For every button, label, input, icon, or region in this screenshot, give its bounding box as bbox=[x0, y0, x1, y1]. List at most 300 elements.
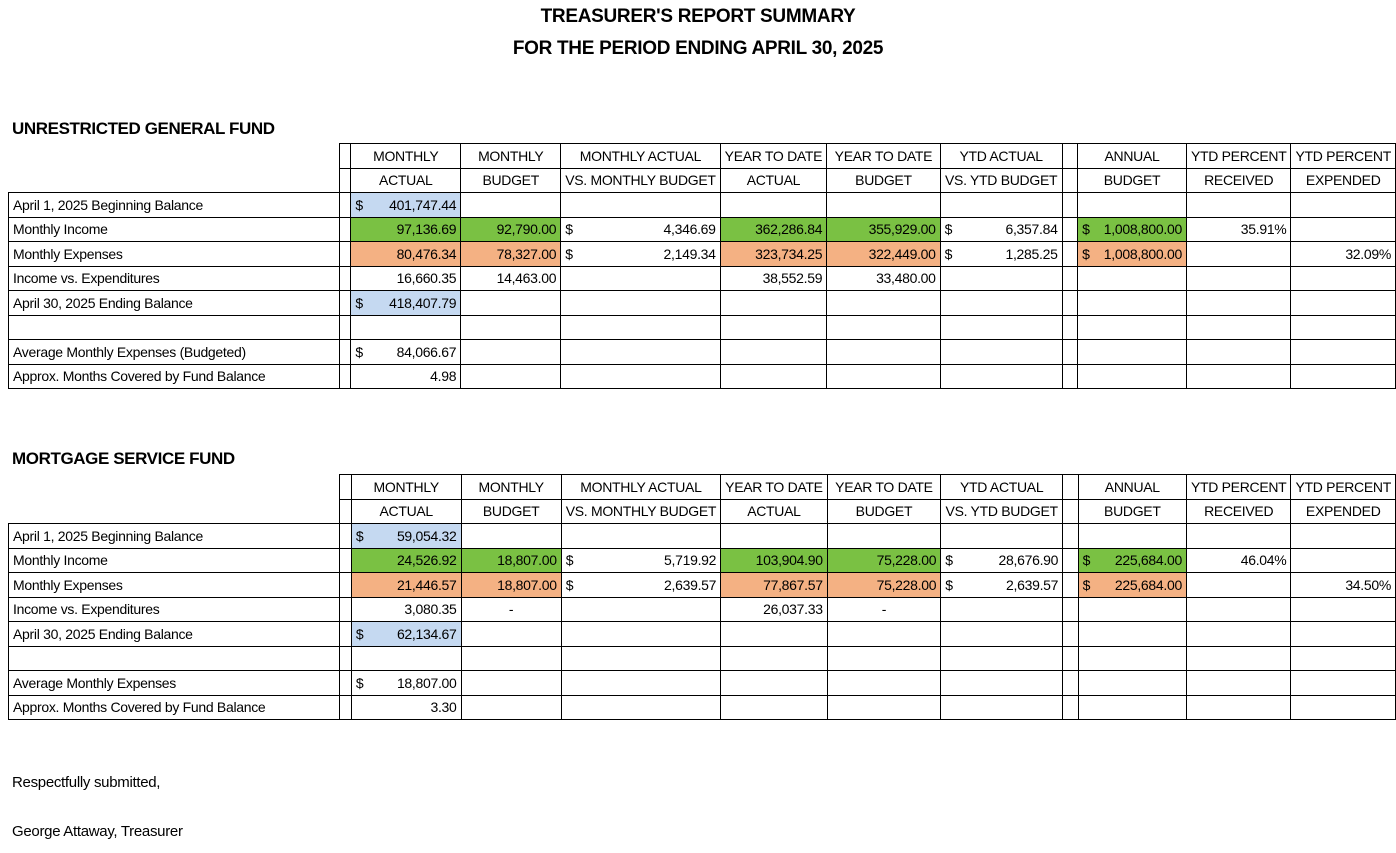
ytd-actual bbox=[721, 548, 828, 573]
annual-budget-content bbox=[1083, 577, 1182, 593]
empty-cell bbox=[827, 364, 940, 389]
empty-cell bbox=[351, 646, 461, 671]
monthly-budget bbox=[461, 548, 561, 573]
header-row bbox=[9, 475, 1396, 500]
ytd-actual-value: 323,734.25 bbox=[755, 245, 823, 262]
spacer-cell bbox=[340, 671, 352, 696]
empty-cell bbox=[940, 364, 1062, 389]
monthly-budget bbox=[461, 573, 561, 598]
empty-cell bbox=[1063, 671, 1079, 696]
empty-cell bbox=[1078, 695, 1186, 720]
empty-cell bbox=[940, 315, 1062, 340]
row-net bbox=[9, 597, 1396, 622]
row-label: Monthly Expenses bbox=[9, 573, 340, 598]
currency-symbol: $ bbox=[945, 552, 953, 569]
currency-symbol: $ bbox=[565, 576, 574, 593]
currency-symbol: $ bbox=[1082, 245, 1090, 262]
row-label: Monthly Expenses bbox=[9, 242, 340, 267]
empty-cell bbox=[561, 291, 720, 316]
monthly-actual bbox=[351, 695, 461, 720]
fund-table bbox=[8, 143, 1396, 389]
empty-cell bbox=[1186, 315, 1291, 340]
monthly-actual-value: 80,476.34 bbox=[396, 245, 457, 262]
empty-cell bbox=[1062, 266, 1077, 291]
ytd-percent-expended bbox=[1291, 217, 1396, 242]
spacer-cell bbox=[339, 291, 351, 316]
monthly-budget bbox=[461, 242, 561, 267]
header-gap bbox=[1063, 499, 1079, 524]
monthly-actual bbox=[351, 622, 461, 647]
ytd-actual-value: 26,037.33 bbox=[763, 601, 823, 618]
empty-cell bbox=[1186, 695, 1291, 720]
monthly-actual bbox=[351, 193, 461, 218]
signature-text: George Attaway, Treasurer bbox=[12, 823, 183, 840]
header-spacer bbox=[340, 499, 352, 524]
column-header: ACTUAL bbox=[351, 499, 461, 524]
empty-cell bbox=[1291, 315, 1396, 340]
monthly-actual-content bbox=[356, 528, 457, 544]
monthly-vs-budget-value: 2,149.34 bbox=[663, 245, 716, 262]
annual-budget-content bbox=[1082, 221, 1182, 237]
row-income bbox=[9, 548, 1396, 573]
header-spacer bbox=[340, 475, 352, 500]
ytd-vs-budget bbox=[941, 548, 1063, 573]
monthly-actual bbox=[351, 217, 461, 242]
row-expenses bbox=[9, 242, 1396, 267]
annual-budget-content bbox=[1083, 552, 1182, 568]
ytd-actual-value: 362,286.84 bbox=[755, 221, 823, 238]
currency-symbol: $ bbox=[944, 245, 953, 262]
column-header: BUDGET bbox=[1078, 168, 1187, 193]
empty-cell bbox=[561, 646, 720, 671]
monthly-actual-value: 21,446.57 bbox=[396, 576, 457, 593]
ytd-percent-received bbox=[1186, 573, 1291, 598]
column-header: YTD PERCENT bbox=[1186, 475, 1291, 500]
column-header: RECEIVED bbox=[1186, 168, 1291, 193]
row-avg bbox=[9, 340, 1396, 365]
empty-cell bbox=[1078, 646, 1186, 671]
row-label bbox=[9, 315, 340, 340]
ytd-budget-value: 33,480.00 bbox=[876, 270, 936, 287]
empty-cell bbox=[1186, 671, 1291, 696]
ytd-percent-expended bbox=[1291, 548, 1396, 573]
monthly-actual-value: 62,134.67 bbox=[396, 625, 457, 642]
header-blank bbox=[9, 499, 340, 524]
ytd-actual-value: 38,552.59 bbox=[762, 270, 823, 287]
empty-cell bbox=[561, 266, 720, 291]
column-header: MONTHLY bbox=[461, 475, 561, 500]
currency-symbol: $ bbox=[1082, 552, 1091, 569]
empty-cell bbox=[1291, 671, 1396, 696]
spacer-cell bbox=[340, 695, 352, 720]
empty-cell bbox=[827, 671, 941, 696]
empty-cell bbox=[1078, 315, 1187, 340]
column-header: ACTUAL bbox=[721, 499, 828, 524]
spacer-row bbox=[9, 315, 1396, 340]
ytd-actual-value: 103,904.90 bbox=[755, 552, 823, 569]
ytd-vs-budget-content bbox=[945, 552, 1058, 568]
row-beginning bbox=[9, 193, 1396, 218]
empty-cell bbox=[827, 524, 941, 549]
empty-cell bbox=[1291, 266, 1396, 291]
empty-cell bbox=[1063, 597, 1079, 622]
ytd-vs-budget-value: 6,357.84 bbox=[1005, 221, 1058, 238]
empty-cell bbox=[1291, 364, 1396, 389]
column-header: VS. MONTHLY BUDGET bbox=[561, 499, 720, 524]
ytd-actual bbox=[720, 242, 827, 267]
column-header: BUDGET bbox=[1078, 499, 1186, 524]
empty-cell bbox=[827, 315, 940, 340]
currency-symbol: $ bbox=[565, 221, 573, 238]
column-header: VS. YTD BUDGET bbox=[941, 499, 1063, 524]
empty-cell bbox=[827, 340, 940, 365]
column-header: MONTHLY bbox=[351, 144, 461, 169]
empty-cell bbox=[561, 597, 720, 622]
empty-cell bbox=[721, 695, 828, 720]
row-label: Average Monthly Expenses bbox=[9, 671, 340, 696]
row-label: Monthly Income bbox=[9, 548, 340, 573]
empty-cell bbox=[1062, 291, 1077, 316]
empty-cell bbox=[1291, 622, 1396, 647]
empty-cell bbox=[1186, 291, 1291, 316]
empty-cell bbox=[461, 291, 561, 316]
row-label: Approx. Months Covered by Fund Balance bbox=[9, 695, 340, 720]
column-header: MONTHLY bbox=[461, 144, 561, 169]
empty-cell bbox=[1186, 364, 1291, 389]
column-header: MONTHLY ACTUAL bbox=[561, 475, 720, 500]
currency-symbol: $ bbox=[1082, 576, 1091, 593]
empty-cell bbox=[1062, 364, 1077, 389]
monthly-budget-value: 92,790.00 bbox=[496, 221, 557, 238]
monthly-actual-value: 3.30 bbox=[430, 699, 457, 716]
monthly-budget bbox=[461, 266, 561, 291]
annual-budget-value: 225,684.00 bbox=[1114, 576, 1182, 593]
ytd-vs-budget-content bbox=[945, 221, 1058, 237]
empty-cell bbox=[1078, 364, 1187, 389]
monthly-actual-value: 418,407.79 bbox=[389, 294, 457, 311]
column-header: YEAR TO DATE bbox=[721, 475, 828, 500]
row-label: Approx. Months Covered by Fund Balance bbox=[9, 364, 340, 389]
gap-cell bbox=[1063, 573, 1079, 598]
ytd-budget bbox=[827, 217, 940, 242]
spacer-cell bbox=[339, 242, 351, 267]
ytd-vs-budget bbox=[940, 217, 1062, 242]
monthly-budget-value: 18,807.00 bbox=[497, 552, 557, 569]
spacer-cell bbox=[339, 193, 351, 218]
row-label bbox=[9, 646, 340, 671]
empty-cell bbox=[1291, 193, 1396, 218]
column-header: YTD PERCENT bbox=[1291, 475, 1396, 500]
row-label: April 30, 2025 Ending Balance bbox=[9, 291, 340, 316]
row-label: April 30, 2025 Ending Balance bbox=[9, 622, 340, 647]
column-header: MONTHLY ACTUAL bbox=[561, 144, 720, 169]
empty-cell bbox=[1078, 622, 1186, 647]
empty-cell bbox=[940, 291, 1062, 316]
row-label: Income vs. Expenditures bbox=[9, 266, 340, 291]
monthly-actual bbox=[351, 242, 461, 267]
ytd-budget bbox=[827, 242, 940, 267]
monthly-actual-value: 4.98 bbox=[430, 368, 457, 385]
monthly-vs-budget bbox=[561, 548, 720, 573]
row-income bbox=[9, 217, 1396, 242]
ytd-percent-expended-value: 34.50% bbox=[1345, 576, 1391, 593]
monthly-actual bbox=[351, 364, 461, 389]
column-header: YTD PERCENT bbox=[1186, 144, 1291, 169]
empty-cell bbox=[1186, 193, 1291, 218]
column-header: YEAR TO DATE bbox=[827, 144, 940, 169]
empty-cell bbox=[1063, 695, 1079, 720]
empty-cell bbox=[941, 695, 1063, 720]
monthly-budget-value: - bbox=[508, 601, 514, 618]
monthly-actual-content bbox=[355, 295, 456, 311]
empty-cell bbox=[1062, 340, 1077, 365]
monthly-actual-value: 59,054.32 bbox=[396, 527, 457, 544]
empty-cell bbox=[1186, 340, 1291, 365]
monthly-budget-value: 78,327.00 bbox=[496, 245, 557, 262]
column-header: ANNUAL bbox=[1078, 144, 1187, 169]
empty-cell bbox=[940, 266, 1062, 291]
empty-cell bbox=[941, 524, 1063, 549]
row-expenses bbox=[9, 573, 1396, 598]
ytd-budget-value: 75,228.00 bbox=[876, 576, 937, 593]
empty-cell bbox=[461, 193, 561, 218]
spacer-cell bbox=[340, 524, 352, 549]
currency-symbol: $ bbox=[355, 527, 364, 544]
empty-cell bbox=[1063, 524, 1079, 549]
column-header: YTD PERCENT bbox=[1291, 144, 1396, 169]
ytd-vs-budget bbox=[940, 242, 1062, 267]
empty-cell bbox=[561, 193, 720, 218]
spacer-cell bbox=[339, 364, 351, 389]
empty-cell bbox=[827, 193, 940, 218]
monthly-vs-budget-content bbox=[565, 246, 715, 262]
annual-budget-value: 225,684.00 bbox=[1114, 552, 1182, 569]
header-gap bbox=[1062, 168, 1077, 193]
monthly-actual bbox=[351, 340, 461, 365]
currency-symbol: $ bbox=[355, 196, 363, 213]
column-header: ACTUAL bbox=[720, 168, 827, 193]
spacer-cell bbox=[339, 266, 351, 291]
ytd-vs-budget-content bbox=[945, 246, 1058, 262]
empty-cell bbox=[827, 695, 941, 720]
empty-cell bbox=[1078, 597, 1186, 622]
row-ending bbox=[9, 291, 1396, 316]
ytd-budget bbox=[827, 597, 941, 622]
empty-cell bbox=[339, 315, 351, 340]
spacer-cell bbox=[340, 622, 352, 647]
empty-cell bbox=[351, 315, 461, 340]
monthly-actual-value: 401,747.44 bbox=[389, 196, 457, 213]
currency-symbol: $ bbox=[944, 221, 953, 238]
annual-budget-value: 1,008,800.00 bbox=[1103, 221, 1182, 238]
currency-symbol: $ bbox=[355, 294, 363, 311]
column-header: BUDGET bbox=[827, 168, 940, 193]
empty-cell bbox=[1063, 622, 1079, 647]
monthly-vs-budget-content bbox=[566, 577, 716, 593]
empty-cell bbox=[1062, 193, 1077, 218]
ytd-percent-received bbox=[1186, 242, 1291, 267]
column-header: ANNUAL bbox=[1078, 475, 1186, 500]
monthly-actual bbox=[351, 548, 461, 573]
annual-budget bbox=[1078, 242, 1187, 267]
ytd-percent-received bbox=[1186, 548, 1291, 573]
monthly-vs-budget bbox=[561, 217, 720, 242]
report-period: FOR THE PERIOD ENDING APRIL 30, 2025 bbox=[512, 38, 884, 59]
empty-cell bbox=[1062, 315, 1077, 340]
empty-cell bbox=[1078, 340, 1187, 365]
ytd-vs-budget-value: 2,639.57 bbox=[1006, 576, 1059, 593]
monthly-actual bbox=[351, 266, 461, 291]
header-row bbox=[9, 499, 1396, 524]
row-beginning bbox=[9, 524, 1396, 549]
empty-cell bbox=[1291, 291, 1396, 316]
ytd-percent-expended bbox=[1291, 242, 1396, 267]
empty-cell bbox=[941, 646, 1063, 671]
currency-symbol: $ bbox=[355, 674, 364, 691]
monthly-actual-content bbox=[355, 197, 456, 213]
header-blank bbox=[9, 144, 340, 169]
column-header: YEAR TO DATE bbox=[827, 475, 941, 500]
empty-cell bbox=[941, 671, 1063, 696]
currency-symbol: $ bbox=[565, 552, 574, 569]
empty-cell bbox=[461, 622, 561, 647]
empty-cell bbox=[1186, 646, 1291, 671]
row-months bbox=[9, 364, 1396, 389]
ytd-actual-value: 77,867.57 bbox=[763, 576, 823, 593]
monthly-actual-value: 3,080.35 bbox=[404, 601, 457, 618]
column-header: BUDGET bbox=[461, 168, 561, 193]
empty-cell bbox=[941, 597, 1063, 622]
monthly-actual-content bbox=[355, 344, 456, 360]
empty-cell bbox=[1186, 524, 1291, 549]
empty-cell bbox=[1186, 597, 1291, 622]
row-label: Monthly Income bbox=[9, 217, 340, 242]
currency-symbol: $ bbox=[1082, 221, 1090, 238]
monthly-actual-value: 97,136.69 bbox=[396, 221, 457, 238]
monthly-vs-budget-value: 2,639.57 bbox=[664, 576, 717, 593]
header-spacer bbox=[339, 144, 351, 169]
empty-cell bbox=[720, 193, 827, 218]
row-ending bbox=[9, 622, 1396, 647]
header-spacer bbox=[339, 168, 351, 193]
header-gap bbox=[1062, 144, 1077, 169]
ytd-budget-value: - bbox=[881, 601, 887, 618]
annual-budget-content bbox=[1082, 246, 1182, 262]
fund-title: MORTGAGE SERVICE FUND bbox=[12, 449, 235, 468]
ytd-vs-budget bbox=[941, 573, 1063, 598]
fund-title: UNRESTRICTED GENERAL FUND bbox=[12, 119, 275, 138]
fund-table bbox=[8, 474, 1396, 720]
ytd-percent-received bbox=[1186, 217, 1291, 242]
annual-budget-value: 1,008,800.00 bbox=[1103, 245, 1182, 262]
monthly-actual-content bbox=[356, 626, 457, 642]
empty-cell bbox=[720, 315, 827, 340]
empty-cell bbox=[721, 646, 828, 671]
column-header: YEAR TO DATE bbox=[720, 144, 827, 169]
column-header: YTD ACTUAL bbox=[941, 475, 1063, 500]
empty-cell bbox=[340, 646, 352, 671]
empty-cell bbox=[561, 671, 720, 696]
ytd-budget-value: 355,929.00 bbox=[868, 221, 936, 238]
empty-cell bbox=[941, 622, 1063, 647]
ytd-percent-received-value: 35.91% bbox=[1240, 221, 1287, 238]
column-header: BUDGET bbox=[827, 499, 941, 524]
currency-symbol: $ bbox=[355, 343, 363, 360]
monthly-vs-budget-content bbox=[566, 552, 716, 568]
ytd-budget bbox=[827, 548, 941, 573]
monthly-actual bbox=[351, 597, 461, 622]
empty-cell bbox=[561, 524, 720, 549]
row-months bbox=[9, 695, 1396, 720]
annual-budget bbox=[1078, 548, 1186, 573]
empty-cell bbox=[1291, 340, 1396, 365]
ytd-budget bbox=[827, 266, 940, 291]
empty-cell bbox=[720, 291, 827, 316]
annual-budget bbox=[1078, 217, 1187, 242]
empty-cell bbox=[561, 364, 720, 389]
row-label: Income vs. Expenditures bbox=[9, 597, 340, 622]
empty-cell bbox=[721, 524, 828, 549]
empty-cell bbox=[721, 671, 828, 696]
ytd-percent-received-value: 46.04% bbox=[1240, 552, 1287, 569]
row-label: April 1, 2025 Beginning Balance bbox=[9, 524, 340, 549]
ytd-vs-budget-value: 28,676.90 bbox=[998, 552, 1059, 569]
column-header: BUDGET bbox=[461, 499, 561, 524]
header-blank bbox=[9, 475, 340, 500]
empty-cell bbox=[461, 315, 561, 340]
currency-symbol: $ bbox=[945, 576, 953, 593]
empty-cell bbox=[940, 193, 1062, 218]
monthly-vs-budget bbox=[561, 573, 720, 598]
empty-cell bbox=[1291, 597, 1396, 622]
header-row bbox=[9, 168, 1396, 193]
column-header: EXPENDED bbox=[1291, 499, 1396, 524]
monthly-actual bbox=[351, 573, 461, 598]
ytd-actual bbox=[720, 217, 827, 242]
monthly-budget-value: 14,463.00 bbox=[496, 270, 557, 287]
empty-cell bbox=[1078, 193, 1187, 218]
ytd-actual bbox=[720, 266, 827, 291]
row-avg bbox=[9, 671, 1396, 696]
monthly-vs-budget-content bbox=[565, 221, 715, 237]
empty-cell bbox=[827, 291, 940, 316]
empty-cell bbox=[461, 524, 561, 549]
monthly-actual-value: 84,066.67 bbox=[396, 343, 457, 360]
report-title: TREASURER'S REPORT SUMMARY bbox=[540, 6, 856, 27]
column-header: VS. MONTHLY BUDGET bbox=[561, 168, 720, 193]
spacer-cell bbox=[339, 217, 351, 242]
monthly-vs-budget-value: 5,719.92 bbox=[664, 552, 717, 569]
header-gap bbox=[1063, 475, 1079, 500]
empty-cell bbox=[561, 695, 720, 720]
empty-cell bbox=[1291, 695, 1396, 720]
empty-cell bbox=[1063, 646, 1079, 671]
empty-cell bbox=[827, 622, 941, 647]
spacer-cell bbox=[339, 340, 351, 365]
empty-cell bbox=[940, 340, 1062, 365]
gap-cell bbox=[1063, 548, 1079, 573]
spacer-cell bbox=[340, 548, 352, 573]
empty-cell bbox=[721, 622, 828, 647]
ytd-percent-expended bbox=[1291, 573, 1396, 598]
monthly-actual-value: 16,660.35 bbox=[396, 270, 457, 287]
header-blank bbox=[9, 168, 340, 193]
spacer-row bbox=[9, 646, 1396, 671]
empty-cell bbox=[1291, 646, 1396, 671]
empty-cell bbox=[461, 646, 561, 671]
monthly-actual bbox=[351, 524, 461, 549]
monthly-actual bbox=[351, 671, 461, 696]
